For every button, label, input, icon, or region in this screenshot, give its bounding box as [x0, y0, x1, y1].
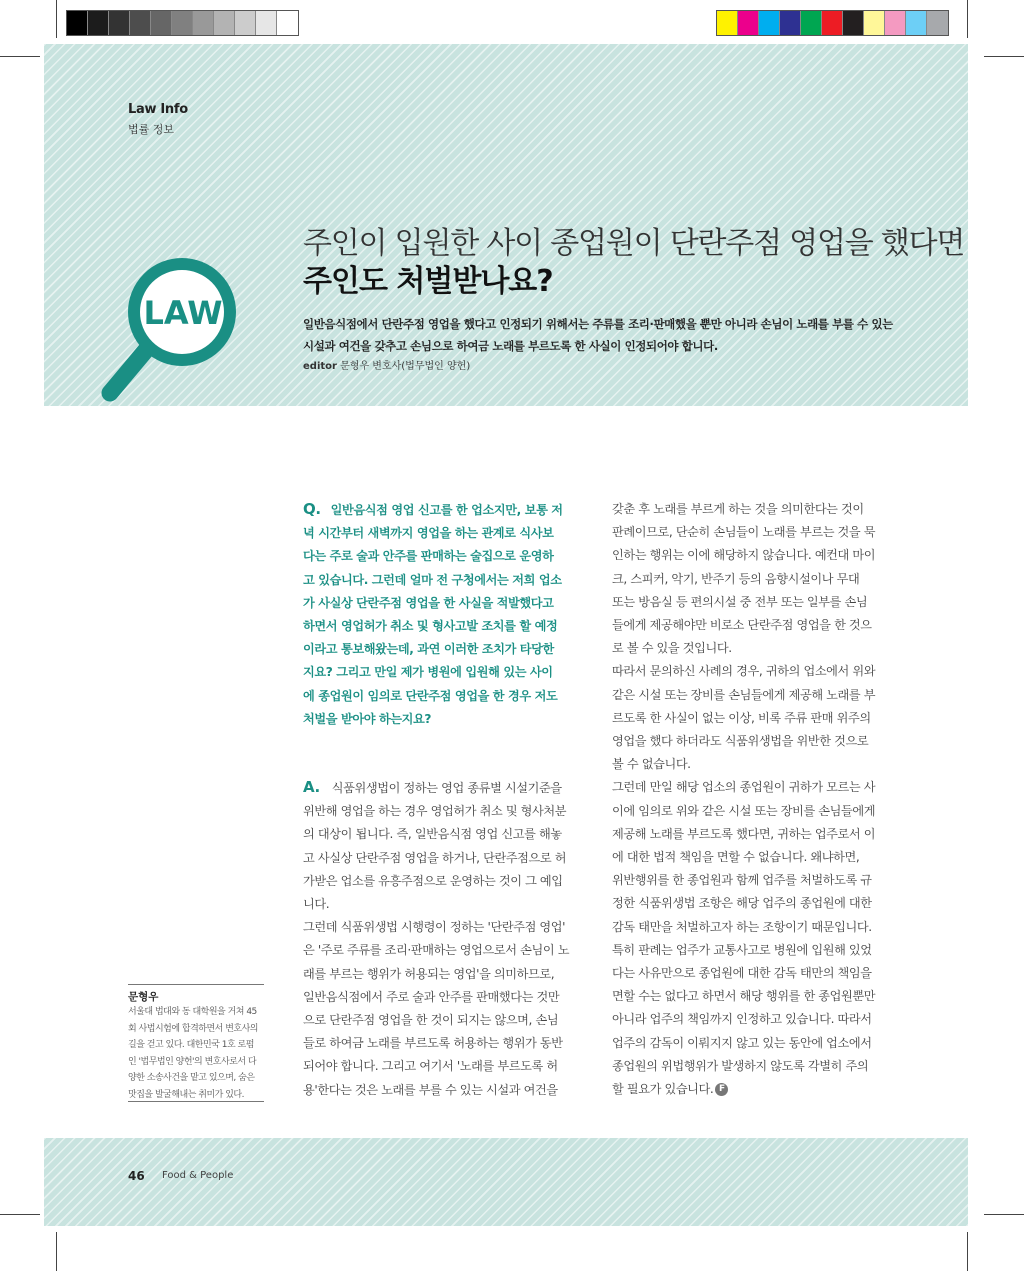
- crop-mark: [56, 0, 57, 38]
- body-line: 크, 스피커, 악기, 반주기 등의 음향시설이나 무대: [612, 571, 860, 586]
- answer-line: 가받은 업소를 유흥주점으로 운영하는 것이 그 예입: [303, 873, 563, 888]
- body-line: 다는 사유만으로 종업원에 대한 감독 태만의 책임을: [612, 966, 872, 981]
- color-swatch: [759, 11, 780, 35]
- question-line: 녁 시간부터 새벽까지 영업을 하는 관계로 식사보: [303, 526, 554, 541]
- grayscale-swatch: [193, 11, 214, 35]
- answer-line: 고 사실상 단란주점 영업을 하거나, 단란주점으로 허: [303, 850, 567, 865]
- answer-line: 일반음식점에서 주로 술과 안주를 판매했다는 것만: [303, 989, 560, 1004]
- grayscale-swatch: [130, 11, 151, 35]
- question-block: [303, 498, 591, 731]
- answer-line: 의 대상이 됩니다. 즉, 일반음식점 영업 신고를 해놓: [303, 827, 562, 842]
- question-line: 처벌을 받아야 하는지요?: [303, 711, 432, 726]
- grayscale-swatch: [109, 11, 130, 35]
- lead-line: 시설과 여건을 갖추고 손님으로 하여금 노래를 부르도록 한 사실이 인정되어야 합니다.: [303, 339, 718, 353]
- grayscale-swatch: [277, 11, 298, 35]
- body-line: 인하는 행위는 이에 해당하지 않습니다. 예컨대 마이: [612, 548, 876, 563]
- body-line: 그런데 만일 해당 업소의 종업원이 귀하가 모르는 사: [612, 780, 876, 795]
- body-line: 따라서 문의하신 사례의 경우, 귀하의 업소에서 위와: [612, 664, 876, 679]
- section-title: Law Info: [128, 102, 188, 117]
- body-line: 로 볼 수 있을 것입니다.: [612, 641, 732, 656]
- body-line: 또는 방음실 등 편의시설 중 전부 또는 일부를 손님: [612, 594, 868, 609]
- end-mark-icon: F: [715, 1083, 728, 1096]
- question-line: 이라고 통보해왔는데, 과연 이러한 조치가 타당한: [303, 642, 554, 657]
- answer-line: 들로 하여금 노래를 부르도록 허용하는 행위가 동반: [303, 1036, 563, 1051]
- crop-mark: [984, 56, 1024, 57]
- color-swatch: [822, 11, 843, 35]
- question-line: 지요? 그리고 만일 제가 병원에 입원해 있는 사이: [303, 665, 553, 680]
- body-line: 업주의 감독이 이뤄지지 않고 있는 동안에 업소에서: [612, 1035, 872, 1050]
- grayscale-swatch: [88, 11, 109, 35]
- author-bio-line: 맛집을 발굴해내는 취미가 있다.: [128, 1089, 244, 1100]
- color-calibration-bar: [716, 10, 949, 36]
- lead-line: 일반음식점에서 단란주점 영업을 했다고 인정되기 위해서는 주류를 조리·판매했을 뿐만 아니라 손님이 노래를 부를 수 있는: [303, 317, 893, 331]
- body-line: 위반행위를 한 종업원과 함께 업주를 처벌하도록 규: [612, 873, 872, 888]
- question-line: 고 있습니다. 그런데 얼마 전 구청에서는 저희 업소: [303, 572, 562, 587]
- color-swatch: [906, 11, 927, 35]
- author-bottom-rule: [128, 1101, 264, 1102]
- question-line: 일반음식점 영업 신고를 한 업소지만, 보통 저: [330, 503, 563, 517]
- author-top-rule: [128, 984, 264, 985]
- grayscale-swatch: [151, 11, 172, 35]
- color-swatch: [801, 11, 822, 35]
- body-line: 정한 식품위생법 조항은 해당 업주의 종업원에 대한: [612, 896, 872, 911]
- answer-line: 으로 단란주점 영업을 한 것이 되지는 않으며, 손님: [303, 1013, 559, 1028]
- color-swatch: [738, 11, 759, 35]
- answer-line: 니다.: [303, 897, 330, 912]
- body-line: 들에게 제공해야만 비로소 단란주점 영업을 한 것으: [612, 618, 872, 633]
- color-swatch: [885, 11, 906, 35]
- magnifying-glass-icon: [96, 250, 246, 410]
- crop-mark: [984, 1214, 1024, 1215]
- body-line: 아니라 업주의 책임까지 인정하고 있습니다. 따라서: [612, 1012, 872, 1027]
- answer-line: 되어야 합니다. 그리고 여기서 '노래를 부르도록 허: [303, 1059, 558, 1074]
- author-bio-line: 양한 소송사건을 맡고 있으며, 숨은: [128, 1073, 255, 1084]
- author-bio: [128, 1004, 268, 1104]
- answer-line: 래를 부르는 행위가 허용되는 영업'을 의미하므로,: [303, 966, 555, 981]
- editor-credit: [303, 357, 470, 372]
- crop-mark: [967, 0, 968, 38]
- crop-mark: [0, 1214, 40, 1215]
- question-line: 다는 주로 술과 안주를 판매하는 술집으로 운영하: [303, 549, 554, 564]
- author-bio-line: 회 사법시험에 합격하면서 변호사의: [128, 1023, 258, 1034]
- page-number: 46: [128, 1169, 145, 1183]
- question-line: 하면서 영업허가 취소 및 형사고발 조치를 할 예정: [303, 619, 558, 634]
- question-line: 에 종업원이 임의로 단란주점 영업을 한 경우 저도: [303, 688, 558, 703]
- headline-line-1: 주인이 입원한 사이 종업원이 단란주점 영업을 했다면: [303, 226, 965, 261]
- editor-label: editor: [303, 361, 337, 372]
- body-line: 판례이므로, 단순히 손님들이 노래를 부르는 것을 묵: [612, 525, 876, 540]
- color-swatch: [780, 11, 801, 35]
- editor-name: 문형우 변호사(법무법인 양헌): [340, 361, 471, 372]
- lead-paragraph: [303, 313, 903, 357]
- answer-line: 식품위생법이 정하는 영업 종류별 시설기준을: [331, 781, 562, 795]
- author-bio-line: 길을 걷고 있다. 대한민국 1호 로펌: [128, 1040, 254, 1051]
- body-line: 에 대한 법적 책임을 면할 수 없습니다. 왜냐하면,: [612, 850, 860, 865]
- body-line: 특히 판례는 업주가 교통사고로 병원에 입원해 있었: [612, 942, 872, 957]
- crop-mark: [56, 1232, 57, 1271]
- author-bio-line: 인 '법무법인 양헌'의 변호사로서 다: [128, 1056, 257, 1067]
- law-logo-text: LAW: [143, 294, 223, 332]
- grayscale-swatch: [256, 11, 277, 35]
- body-line: 볼 수 없습니다.: [612, 757, 691, 772]
- body-line: 제공해 노래를 부르도록 했다면, 귀하는 업주로서 이: [612, 826, 876, 841]
- color-swatch: [843, 11, 864, 35]
- body-line: 면할 수는 없다고 하면서 해당 행위를 한 종업원뿐만: [612, 989, 876, 1004]
- section-subtitle: 법률 정보: [128, 123, 175, 136]
- answer-line: 은 '주로 주류를 조리·판매하는 영업으로서 손님이 노: [303, 943, 570, 958]
- magazine-name: Food & People: [162, 1170, 234, 1181]
- crop-mark: [0, 56, 40, 57]
- body-line: 감독 태만을 처벌하고자 하는 조항이기 때문입니다.: [612, 919, 872, 934]
- color-swatch: [717, 11, 738, 35]
- answer-continued-column: [612, 498, 898, 1101]
- grayscale-swatch: [235, 11, 256, 35]
- body-line: 르도록 한 사실이 없는 이상, 비록 주류 판매 위주의: [612, 710, 871, 725]
- answer-line: 위반해 영업을 하는 경우 영업허가 취소 및 형사처분: [303, 804, 567, 819]
- answer-block: [303, 776, 591, 1102]
- color-swatch: [927, 11, 948, 35]
- body-line: 같은 시설 또는 장비를 손님들에게 제공해 노래를 부: [612, 687, 876, 702]
- headline-line-2: 주인도 처벌받나요?: [303, 264, 553, 299]
- question-mark: Q.: [303, 500, 321, 518]
- body-line: 이에 임의로 위와 같은 시설 또는 장비를 손님들에게: [612, 803, 876, 818]
- question-line: 가 사실상 단란주점 영업을 한 사실을 적발했다고: [303, 595, 554, 610]
- answer-mark: A.: [303, 778, 320, 796]
- grayscale-swatch: [67, 11, 88, 35]
- grayscale-swatch: [172, 11, 193, 35]
- answer-line: 용'한다는 것은 노래를 부를 수 있는 시설과 여건을: [303, 1082, 558, 1097]
- footer-band: [44, 1138, 968, 1226]
- author-name: 문형우: [128, 991, 159, 1003]
- crop-mark: [967, 1232, 968, 1271]
- body-line: 갖춘 후 노래를 부르게 하는 것을 의미한다는 것이: [612, 502, 864, 516]
- grayscale-swatch: [214, 11, 235, 35]
- body-line: 종업원의 위법행위가 발생하지 않도록 각별히 주의: [612, 1058, 869, 1073]
- body-line: 영업을 했다 하더라도 식품위생법을 위반한 것으로: [612, 734, 869, 749]
- answer-line: 그런데 식품위생법 시행령이 정하는 '단란주점 영업': [303, 920, 566, 935]
- body-line: 할 필요가 있습니다.: [612, 1082, 714, 1097]
- author-bio-line: 서울대 법대와 동 대학원을 거쳐 45: [128, 1007, 257, 1017]
- grayscale-calibration-bar: [66, 10, 299, 36]
- color-swatch: [864, 11, 885, 35]
